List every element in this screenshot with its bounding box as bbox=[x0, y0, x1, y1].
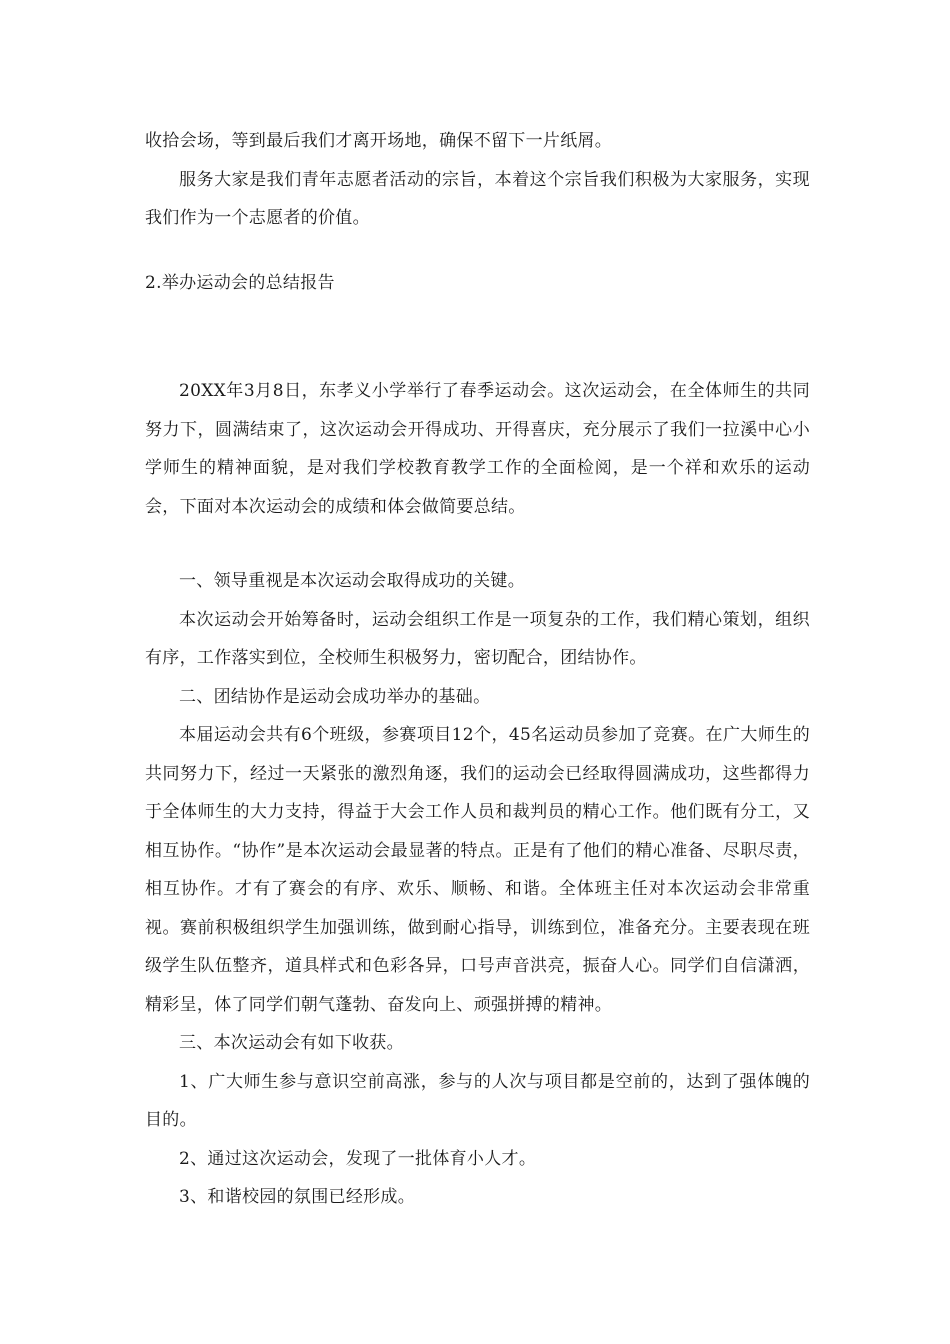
subheading-three: 三、本次运动会有如下收获。 bbox=[179, 1033, 404, 1053]
subheading-one: 一、领导重视是本次运动会取得成功的关键。 bbox=[179, 571, 525, 591]
list-item: 2、通过这次运动会，发现了一批体育小人才。 bbox=[179, 1148, 537, 1169]
list-item: 3、和谐校园的氛围已经形成。 bbox=[179, 1187, 416, 1207]
intro-section bbox=[145, 122, 810, 238]
lead-paragraph: 20XX年3月8日，东孝义小学举行了春季运动会。这次运动会，在全体师生的共同努力下，圆满结束了，这次运动会开得成功、开得喜庆，充分展示了我们一拉溪中心小学师生的精神面貌，是对我们学校教育教学工作的全面检阅，是一个祥和欢乐的运动会，下面对本次运动会的成绩和体会做简要总结。 bbox=[145, 381, 810, 517]
intro-paragraph: 服务大家是我们青年志愿者活动的宗旨，本着这个宗旨我们积极为大家服务，实现我们作为一个志愿者的价值。 bbox=[145, 169, 810, 228]
list-item: 1、广大师生参与意识空前高涨，参与的人次与项目都是空前的，达到了强体魄的目的。 bbox=[145, 1071, 810, 1130]
body-section bbox=[145, 562, 810, 1217]
intro-paragraph-continued: 收拾会场，等到最后我们才离开场地，确保不留下一片纸屑。 bbox=[145, 131, 613, 151]
body-paragraph: 本次运动会开始筹备时，运动会组织工作是一项复杂的工作，我们精心策划，组织有序，工作落实到位，全校师生积极努力，密切配合，团结协作。 bbox=[145, 609, 810, 668]
subheading-two: 二、团结协作是运动会成功举办的基础。 bbox=[179, 686, 491, 707]
section-title: 2.举办运动会的总结报告 bbox=[145, 273, 335, 293]
body-paragraph: 本届运动会共有6个班级，参赛项目12个，45名运动员参加了竞赛。在广大师生的共同努力下，经过一天紧张的激烈角逐，我们的运动会已经取得圆满成功，这些都得力于全体师生的大力支持，得益于大会工作人员和裁判员的精心工作。他们既有分工，又相互协作。“协作”是本次运动会最显著的特点。正是有了他们的精心准备、尽职尽责，相互协作。才有了赛会的有序、欢乐、顺畅、和谐。全体班主任对本次运动会非常重视。赛前积极组织学生加强训练，做到耐心指导，训练到位，准备充分。主要表现在班级学生队伍整齐，道具样式和色彩各异，口号声音洪亮，振奋人心。同学们自信潇洒，精彩呈，体了同学们朝气蓬勃、奋发向上、顽强拼搏的精神。 bbox=[145, 725, 810, 1015]
section-heading-block bbox=[145, 264, 810, 303]
lead-section bbox=[145, 372, 810, 526]
